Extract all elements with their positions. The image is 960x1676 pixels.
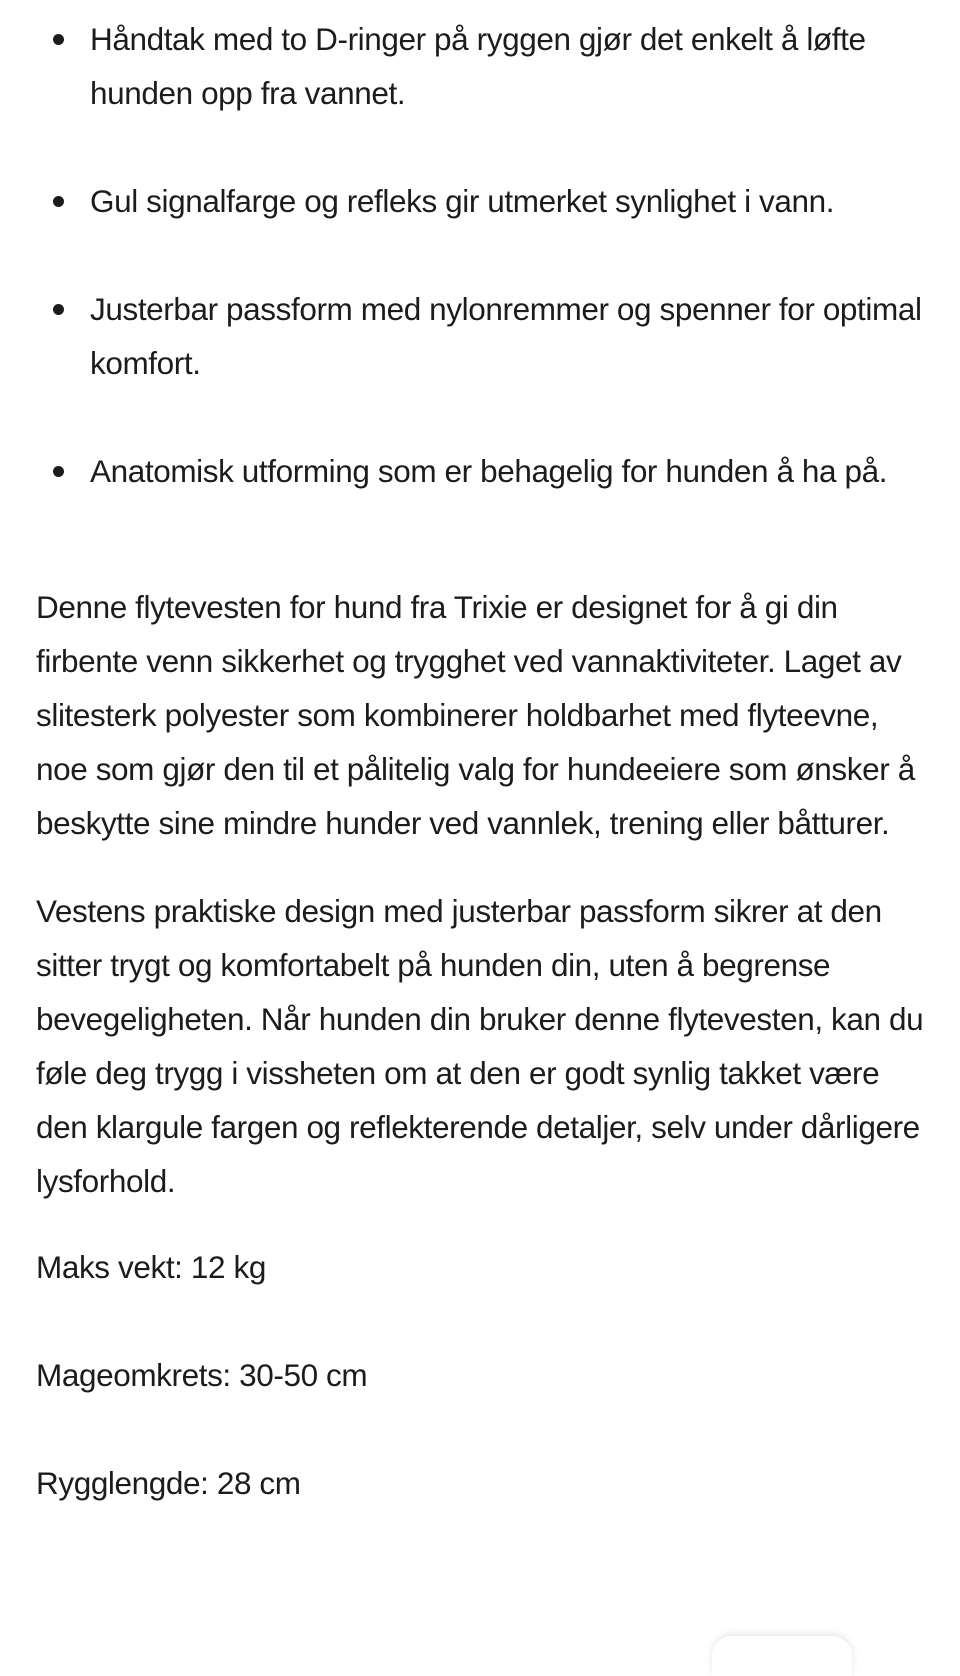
feature-item — [36, 12, 936, 120]
description-paragraph: Vestens praktiske design med justerbar passform sikrer at den sitter trygt og komfortabelt på hunden din, uten å begrense bevegeligheten. Når hunden din bruker denne flytevesten, kan du føle deg trygg i vissheten om at den er godt synlig takket være den klargule fargen og reflekterende detaljer, selv under dårligere lysforhold. — [36, 893, 924, 1199]
feature-item — [36, 282, 936, 390]
product-description — [36, 12, 936, 1510]
feature-text: Håndtak med to D-ringer på ryggen gjør det enkelt å løfte hunden opp fra vannet. — [90, 21, 866, 111]
bullet-icon — [53, 304, 64, 315]
spec-back-length: Rygglengde: 28 cm — [36, 1465, 301, 1501]
feature-list — [36, 12, 936, 498]
description-paragraph: Denne flytevesten for hund fra Trixie er designet for å gi din firbente venn sikkerhet og trygghet ved vannaktiviteter. Laget av slitesterk polyester som kombinerer holdbarhet med flyteevne, noe som gjør den til et pålitelig valg for hundeeiere som ønsker å beskytte sine mindre hunder ved vannlek, trening eller båtturer. — [36, 589, 915, 841]
floating-button-edge[interactable] — [712, 1636, 852, 1676]
feature-text: Justerbar passform med nylonremmer og spenner for optimal komfort. — [90, 291, 922, 381]
feature-item — [36, 444, 936, 498]
feature-text: Anatomisk utforming som er behagelig for hunden å ha på. — [90, 453, 888, 489]
feature-text: Gul signalfarge og refleks gir utmerket synlighet i vann. — [90, 183, 835, 219]
bullet-icon — [53, 466, 64, 477]
spec-belly-circumference: Mageomkrets: 30-50 cm — [36, 1357, 368, 1393]
feature-item — [36, 174, 936, 228]
spec-max-weight: Maks vekt: 12 kg — [36, 1249, 266, 1285]
bullet-icon — [53, 34, 64, 45]
bullet-icon — [53, 196, 64, 207]
